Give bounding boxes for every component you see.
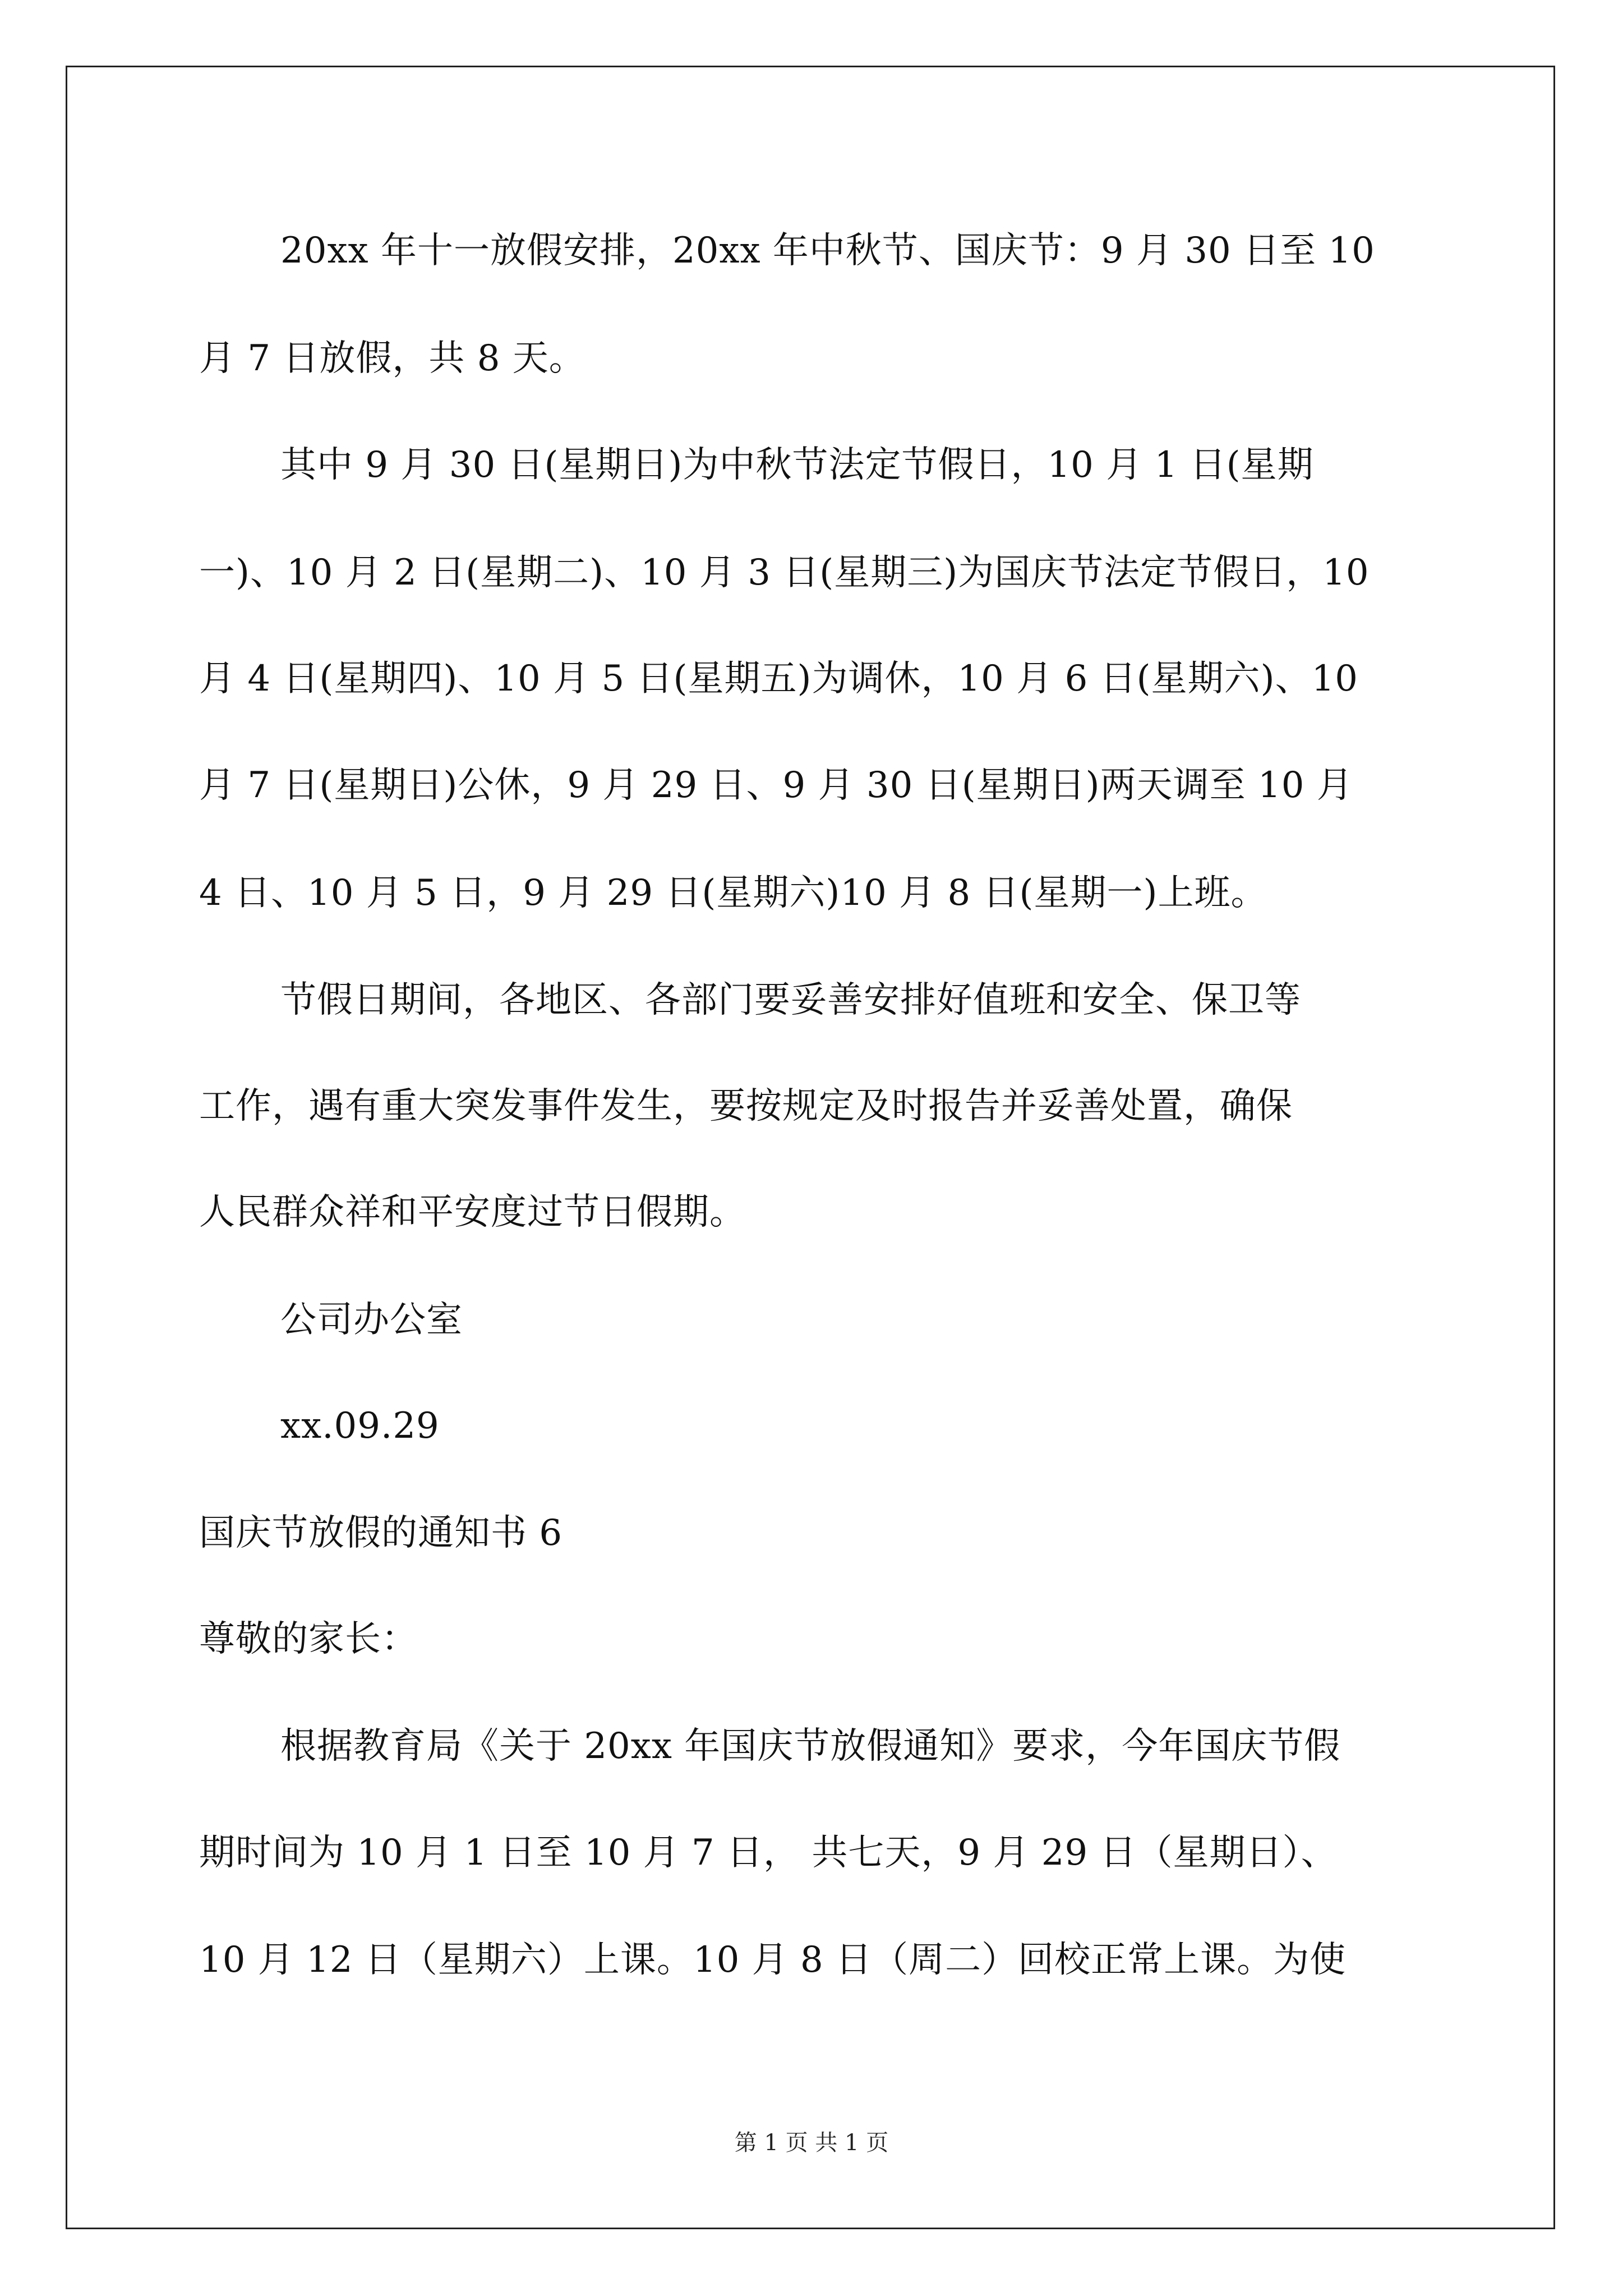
text-line-3: 其中 9 月 30 日(星期日)为中秋节法定节假日，10 月 1 日(星期	[280, 444, 1314, 486]
page-border	[66, 66, 1555, 2229]
text-line-7: 4 日、10 月 5 日，9 月 29 日(星期六)10 月 8 日(星期一)上班。	[199, 872, 1267, 914]
text-line-4: 一)、10 月 2 日(星期二)、10 月 3 日(星期三)为国庆节法定节假日，10	[199, 552, 1370, 593]
text-line-5: 月 4 日(星期四)、10 月 5 日(星期五)为调休，10 月 6 日(星期六)、10	[199, 658, 1359, 700]
text-line-2: 月 7 日放假，共 8 天。	[199, 338, 585, 379]
text-line-10: 人民群众祥和平安度过节日假期。	[199, 1191, 746, 1233]
text-line-16: 期时间为 10 月 1 日至 10 月 7 日， 共七天，9 月 29 日（星期日）、	[199, 1832, 1338, 1874]
text-line-6: 月 7 日(星期日)公休，9 月 29 日、9 月 30 日(星期日)两天调至 10 月	[199, 765, 1353, 806]
page-footer: 第 1 页 共 1 页	[734, 2130, 889, 2156]
text-line-17: 10 月 12 日（星期六）上课。10 月 8 日（周二）回校正常上课。为使	[199, 1939, 1347, 1981]
text-line-15: 根据教育局《关于 20xx 年国庆节放假通知》要求，今年国庆节假	[280, 1726, 1341, 1767]
text-line-9: 工作，遇有重大突发事件发生，要按规定及时报告并妥善处置，确保	[199, 1085, 1293, 1127]
signature-office: 公司办公室	[280, 1299, 463, 1341]
salutation: 尊敬的家长：	[199, 1618, 418, 1660]
text-line-1: 20xx 年十一放假安排，20xx 年中秋节、国庆节：9 月 30 日至 10	[280, 230, 1375, 272]
text-line-8: 节假日期间，各地区、各部门要妥善安排好值班和安全、保卫等	[280, 979, 1301, 1021]
section-title: 国庆节放假的通知书 6	[199, 1512, 563, 1554]
signature-date: xx.09.29	[280, 1405, 440, 1447]
